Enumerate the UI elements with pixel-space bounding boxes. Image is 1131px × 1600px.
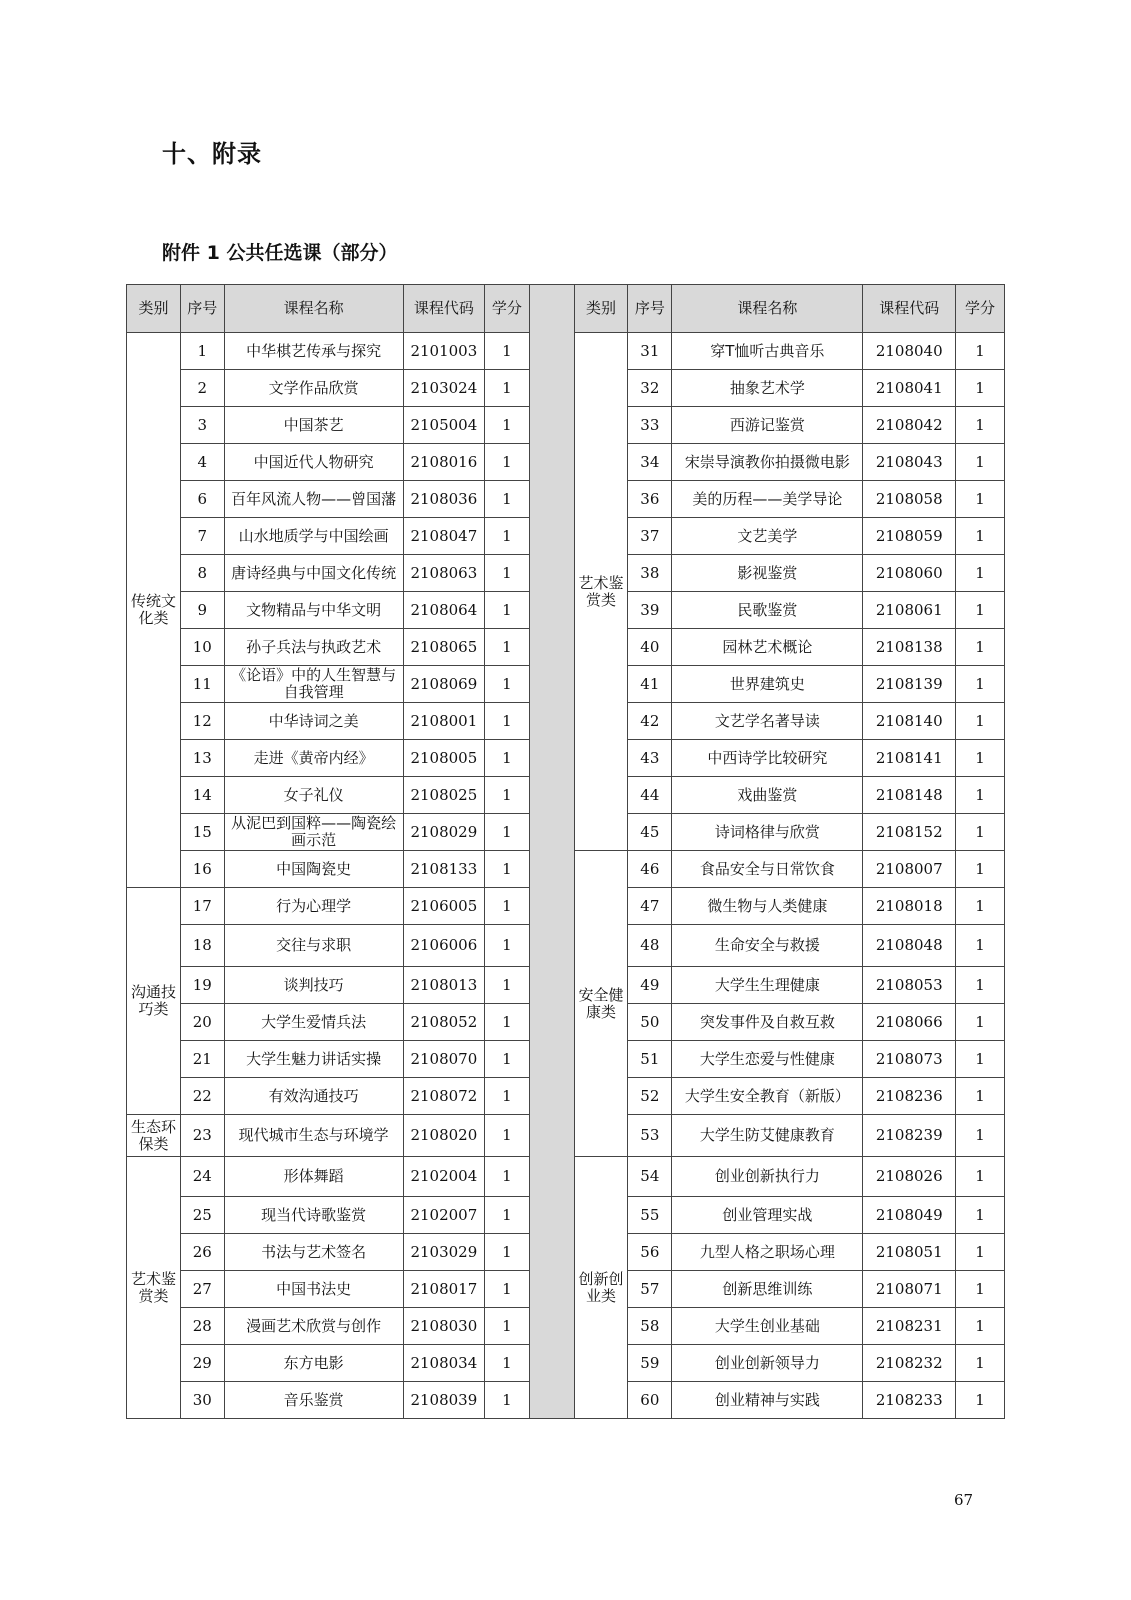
category-cell: 艺术鉴赏类 [574,333,628,851]
course-name: 微生物与人类健康 [672,888,863,925]
course-code: 2103029 [403,1234,484,1271]
course-name: 宋崇导演教你拍摄微电影 [672,444,863,481]
course-number: 53 [628,1115,672,1157]
course-code: 2102004 [403,1157,484,1197]
course-credit: 1 [956,1115,1005,1157]
course-name: 创新思维训练 [672,1271,863,1308]
course-table [126,284,1005,1419]
course-code: 2108047 [403,518,484,555]
course-code: 2108030 [403,1308,484,1345]
course-credit: 1 [485,1345,530,1382]
course-code: 2108029 [403,814,484,851]
course-credit: 1 [956,777,1005,814]
course-name: 形体舞蹈 [224,1157,403,1197]
course-credit: 1 [956,555,1005,592]
course-code: 2108138 [863,629,956,666]
course-credit: 1 [956,1197,1005,1234]
col-header-course-name: 课程名称 [672,285,863,333]
course-name: 穿T恤听古典音乐 [672,333,863,370]
course-name: 孙子兵法与执政艺术 [224,629,403,666]
course-name: 创业管理实战 [672,1197,863,1234]
course-code: 2108053 [863,967,956,1004]
course-number: 44 [628,777,672,814]
course-credit: 1 [485,1078,530,1115]
course-credit: 1 [956,370,1005,407]
course-code: 2108017 [403,1271,484,1308]
course-number: 15 [180,814,224,851]
course-name: 西游记鉴赏 [672,407,863,444]
course-code: 2108013 [403,967,484,1004]
course-credit: 1 [485,1004,530,1041]
course-credit: 1 [485,666,530,703]
col-header-category: 类别 [127,285,181,333]
course-name: 大学生爱情兵法 [224,1004,403,1041]
col-header-course-code: 课程代码 [863,285,956,333]
course-number: 2 [180,370,224,407]
course-credit: 1 [485,851,530,888]
course-number: 34 [628,444,672,481]
course-code: 2108070 [403,1041,484,1078]
course-credit: 1 [956,1157,1005,1197]
course-number: 57 [628,1271,672,1308]
course-name: 影视鉴赏 [672,555,863,592]
course-name: 百年风流人物——曾国藩 [224,481,403,518]
category-cell: 安全健康类 [574,851,628,1157]
course-code: 2108066 [863,1004,956,1041]
course-credit: 1 [956,1234,1005,1271]
course-name: 现当代诗歌鉴赏 [224,1197,403,1234]
course-number: 32 [628,370,672,407]
course-number: 21 [180,1041,224,1078]
course-number: 43 [628,740,672,777]
course-number: 50 [628,1004,672,1041]
course-name: 中国茶艺 [224,407,403,444]
course-name: 文学作品欣赏 [224,370,403,407]
course-code: 2108236 [863,1078,956,1115]
course-number: 12 [180,703,224,740]
course-credit: 1 [485,592,530,629]
course-number: 60 [628,1382,672,1419]
course-number: 20 [180,1004,224,1041]
course-credit: 1 [956,629,1005,666]
course-credit: 1 [956,1078,1005,1115]
course-code: 2108063 [403,555,484,592]
course-code: 2108039 [403,1382,484,1419]
course-number: 48 [628,925,672,967]
category-cell: 创新创业类 [574,1157,628,1419]
course-code: 2108051 [863,1234,956,1271]
course-credit: 1 [485,888,530,925]
course-credit: 1 [485,444,530,481]
course-name: 九型人格之职场心理 [672,1234,863,1271]
course-credit: 1 [485,629,530,666]
course-credit: 1 [956,444,1005,481]
course-name: 大学生防艾健康教育 [672,1115,863,1157]
course-code: 2108073 [863,1041,956,1078]
course-number: 24 [180,1157,224,1197]
course-code: 2108001 [403,703,484,740]
course-name: 中华诗词之美 [224,703,403,740]
category-cell: 传统文化类 [127,333,181,888]
course-code: 2108069 [403,666,484,703]
course-number: 3 [180,407,224,444]
course-name: 抽象艺术学 [672,370,863,407]
col-header-course-name: 课程名称 [224,285,403,333]
course-credit: 1 [956,925,1005,967]
course-name: 漫画艺术欣赏与创作 [224,1308,403,1345]
course-name: 园林艺术概论 [672,629,863,666]
course-number: 31 [628,333,672,370]
course-name: 大学生生理健康 [672,967,863,1004]
section-heading: 十、附录 [162,140,262,168]
course-number: 27 [180,1271,224,1308]
category-cell: 艺术鉴赏类 [127,1157,181,1419]
category-cell: 生态环保类 [127,1115,181,1157]
course-name: 中国书法史 [224,1271,403,1308]
course-code: 2103024 [403,370,484,407]
course-credit: 1 [956,1382,1005,1419]
course-credit: 1 [956,407,1005,444]
course-number: 58 [628,1308,672,1345]
course-credit: 1 [485,925,530,967]
course-credit: 1 [956,740,1005,777]
course-number: 37 [628,518,672,555]
course-code: 2108016 [403,444,484,481]
course-code: 2108005 [403,740,484,777]
course-number: 30 [180,1382,224,1419]
course-number: 6 [180,481,224,518]
course-credit: 1 [485,703,530,740]
course-name: 突发事件及自救互救 [672,1004,863,1041]
col-header-number: 序号 [180,285,224,333]
course-code: 2108020 [403,1115,484,1157]
course-number: 29 [180,1345,224,1382]
course-code: 2108064 [403,592,484,629]
course-name: 创业创新执行力 [672,1157,863,1197]
course-credit: 1 [956,888,1005,925]
course-code: 2108233 [863,1382,956,1419]
course-credit: 1 [956,851,1005,888]
course-number: 42 [628,703,672,740]
course-name: 文物精品与中华文明 [224,592,403,629]
course-credit: 1 [956,1308,1005,1345]
course-name: 大学生创业基础 [672,1308,863,1345]
course-code: 2105004 [403,407,484,444]
col-header-number: 序号 [628,285,672,333]
course-number: 56 [628,1234,672,1271]
course-number: 9 [180,592,224,629]
course-number: 19 [180,967,224,1004]
course-number: 41 [628,666,672,703]
course-code: 2108025 [403,777,484,814]
course-code: 2108060 [863,555,956,592]
course-number: 26 [180,1234,224,1271]
course-number: 55 [628,1197,672,1234]
course-name: 创业精神与实践 [672,1382,863,1419]
course-name: 唐诗经典与中国文化传统 [224,555,403,592]
course-credit: 1 [485,814,530,851]
course-number: 51 [628,1041,672,1078]
course-credit: 1 [485,967,530,1004]
course-code: 2106005 [403,888,484,925]
course-code: 2108036 [403,481,484,518]
course-code: 2108042 [863,407,956,444]
course-credit: 1 [956,814,1005,851]
category-cell: 沟通技巧类 [127,888,181,1115]
course-number: 18 [180,925,224,967]
course-name: 文艺学名著导读 [672,703,863,740]
course-credit: 1 [956,1345,1005,1382]
course-code: 2108072 [403,1078,484,1115]
col-header-credit: 学分 [956,285,1005,333]
course-credit: 1 [485,1197,530,1234]
course-credit: 1 [485,518,530,555]
course-name: 世界建筑史 [672,666,863,703]
course-code: 2106006 [403,925,484,967]
course-number: 45 [628,814,672,851]
course-code: 2108040 [863,333,956,370]
course-number: 17 [180,888,224,925]
course-code: 2108026 [863,1157,956,1197]
course-code: 2108059 [863,518,956,555]
course-code: 2108141 [863,740,956,777]
course-code: 2108061 [863,592,956,629]
course-name: 中华棋艺传承与探究 [224,333,403,370]
header-row [127,285,1005,333]
course-code: 2108148 [863,777,956,814]
course-credit: 1 [485,333,530,370]
course-number: 46 [628,851,672,888]
course-credit: 1 [956,333,1005,370]
course-credit: 1 [956,518,1005,555]
course-number: 40 [628,629,672,666]
course-name: 戏曲鉴赏 [672,777,863,814]
course-name: 女子礼仪 [224,777,403,814]
course-name: 诗词格律与欣赏 [672,814,863,851]
course-name: 东方电影 [224,1345,403,1382]
course-name: 大学生恋爱与性健康 [672,1041,863,1078]
course-number: 16 [180,851,224,888]
course-code: 2108049 [863,1197,956,1234]
course-code: 2108231 [863,1308,956,1345]
course-number: 14 [180,777,224,814]
course-name: 民歌鉴赏 [672,592,863,629]
course-credit: 1 [956,592,1005,629]
course-name: 走进《黄帝内经》 [224,740,403,777]
course-credit: 1 [956,703,1005,740]
course-name: 大学生安全教育（新版） [672,1078,863,1115]
course-name: 音乐鉴赏 [224,1382,403,1419]
course-credit: 1 [485,1308,530,1345]
course-name: 美的历程——美学导论 [672,481,863,518]
course-code: 2108232 [863,1345,956,1382]
course-number: 59 [628,1345,672,1382]
course-name: 行为心理学 [224,888,403,925]
course-number: 1 [180,333,224,370]
course-credit: 1 [485,481,530,518]
course-credit: 1 [956,1041,1005,1078]
course-code: 2101003 [403,333,484,370]
course-name: 中国近代人物研究 [224,444,403,481]
course-number: 10 [180,629,224,666]
course-code: 2108071 [863,1271,956,1308]
course-name: 食品安全与日常饮食 [672,851,863,888]
course-credit: 1 [485,407,530,444]
course-number: 54 [628,1157,672,1197]
course-number: 11 [180,666,224,703]
course-credit: 1 [485,777,530,814]
course-code: 2108133 [403,851,484,888]
course-number: 28 [180,1308,224,1345]
course-code: 2108018 [863,888,956,925]
course-name: 有效沟通技巧 [224,1078,403,1115]
course-number: 25 [180,1197,224,1234]
course-credit: 1 [956,967,1005,1004]
course-credit: 1 [485,1382,530,1419]
course-code: 2108065 [403,629,484,666]
course-code: 2108152 [863,814,956,851]
appendix-title: 附件 1 公共任选课（部分） [162,242,398,264]
course-credit: 1 [956,1271,1005,1308]
course-name: 现代城市生态与环境学 [224,1115,403,1157]
course-name: 《论语》中的人生智慧与自我管理 [224,666,403,703]
course-name: 从泥巴到国粹——陶瓷绘画示范 [224,814,403,851]
column-divider [529,285,574,1419]
col-header-course-code: 课程代码 [403,285,484,333]
course-number: 13 [180,740,224,777]
course-code: 2108043 [863,444,956,481]
course-credit: 1 [956,666,1005,703]
course-credit: 1 [485,370,530,407]
course-code: 2108041 [863,370,956,407]
course-number: 52 [628,1078,672,1115]
course-name: 中国陶瓷史 [224,851,403,888]
course-number: 38 [628,555,672,592]
course-credit: 1 [485,1271,530,1308]
course-code: 2108034 [403,1345,484,1382]
course-credit: 1 [956,1004,1005,1041]
course-number: 49 [628,967,672,1004]
col-header-credit: 学分 [485,285,530,333]
course-code: 2108007 [863,851,956,888]
course-number: 22 [180,1078,224,1115]
course-number: 47 [628,888,672,925]
course-credit: 1 [485,1115,530,1157]
course-credit: 1 [485,740,530,777]
course-name: 山水地质学与中国绘画 [224,518,403,555]
course-number: 4 [180,444,224,481]
course-number: 36 [628,481,672,518]
course-number: 7 [180,518,224,555]
page-number: 67 [954,1491,974,1509]
course-credit: 1 [956,481,1005,518]
course-name: 文艺美学 [672,518,863,555]
course-name: 大学生魅力讲话实操 [224,1041,403,1078]
course-code: 2108239 [863,1115,956,1157]
course-name: 中西诗学比较研究 [672,740,863,777]
course-code: 2108058 [863,481,956,518]
course-credit: 1 [485,555,530,592]
course-number: 8 [180,555,224,592]
course-name: 生命安全与救援 [672,925,863,967]
course-code: 2108048 [863,925,956,967]
course-code: 2108052 [403,1004,484,1041]
course-name: 创业创新领导力 [672,1345,863,1382]
course-credit: 1 [485,1234,530,1271]
course-number: 39 [628,592,672,629]
course-code: 2102007 [403,1197,484,1234]
course-name: 交往与求职 [224,925,403,967]
course-name: 谈判技巧 [224,967,403,1004]
course-number: 23 [180,1115,224,1157]
course-credit: 1 [485,1157,530,1197]
course-code: 2108140 [863,703,956,740]
course-number: 33 [628,407,672,444]
course-code: 2108139 [863,666,956,703]
col-header-category: 类别 [574,285,628,333]
course-credit: 1 [485,1041,530,1078]
course-name: 书法与艺术签名 [224,1234,403,1271]
